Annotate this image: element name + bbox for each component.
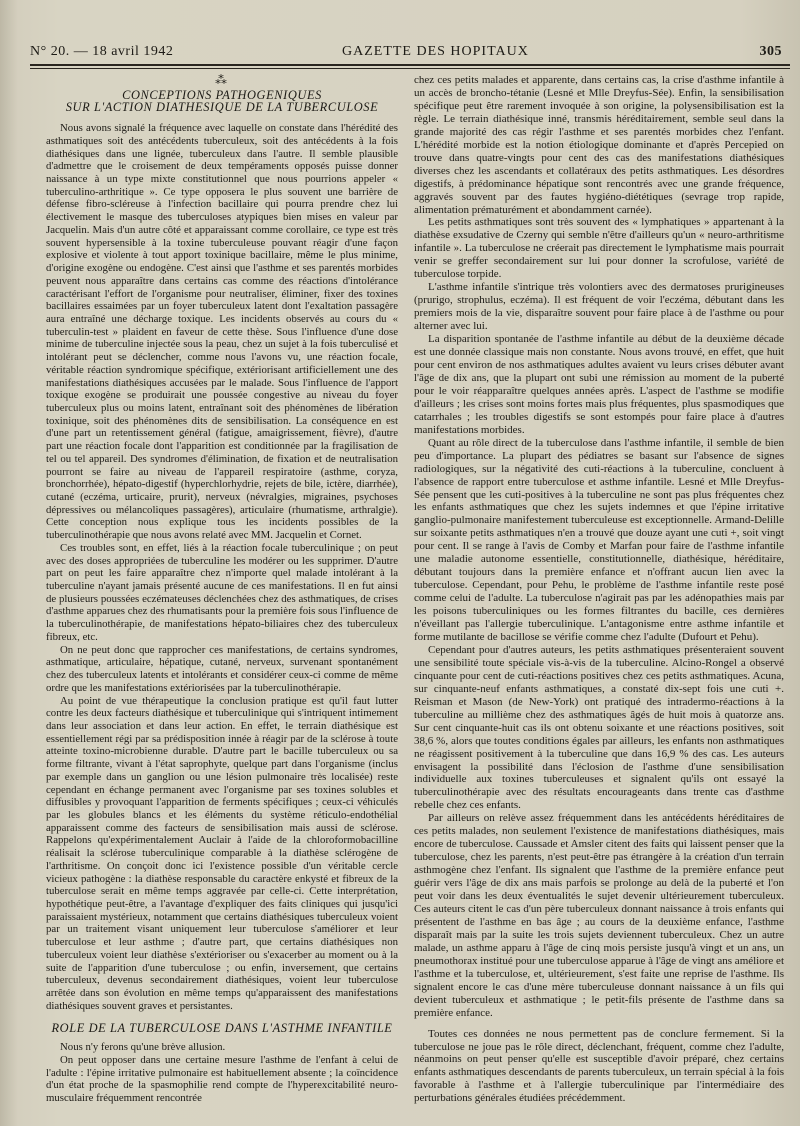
header-rule-thin [30, 68, 790, 69]
paragraph: Nous n'y ferons qu'une brève allusion. [60, 1041, 226, 1054]
asterism: ⁂ [215, 73, 229, 87]
section-subtitle-action: SUR L'ACTION DIATHESIQUE DE LA TUBERCULOSE [65, 100, 379, 115]
paragraph: Les petits asthmatiques sont très souvent des « lymphatiques » appartenant à la diathèse exsudative de Czerny qui semble n'être d'ailleurs qu'un « neuro-arthritisme infantile ». La tuberculose ne créerait pas directement le lymphatisme mais pourrait venir se greffer secondairement sur lui pour donner la scrofulose, variété de tuberculose torpide. [414, 216, 784, 281]
section-title-conceptions: CONCEPTIONS PATHOGENIQUES [122, 87, 322, 102]
paragraph: Ces troubles sont, en effet, liés à la réaction focale tuberculinique ; on peut avec des doses appropriées de tuberculine les modérer ou les supprimer. D'autre part on peut les faire apparaître chez n'importe quel malade intolérant à la tuberculine n'ayant jamais présenté aucune de ces manifestations. Il en fut ainsi de plusieurs poussées eczémateuses déclenchées chez des asthmatiques, de crises d'asthme apparues chez des rhumatisants pour la première fois sous l'influence de la tuberculinothérapie, de manifestations hépato-biliaires chez des tuberculeux fibreux, etc. [46, 541, 398, 643]
paragraph: Quant au rôle direct de la tuberculose dans l'asthme infantile, il semble de bien peu d'importance. La plupart des pédiatres se basant sur l'absence de signes radiologiques, sur la négativité des cuti-réactions à la tuberculine, concluent à l'absence de rapport entre tuberculose et asthme infantile. Lesné et Mlle Dreyfus-Sée pensent que les cuti-positives à la tuberculine ne sont pas plus fréquentes chez les enfants asthmatiques que chez les sujets indemnes et que l'épine irritative ganglio-pulmonaire manifestement tuberculeuse est exceptionnelle. Armand-Delille sur soixante petits asthmatiques n'en a trouvé que douze ayant une cuti +, soit vingt pour cent. Il se range à l'avis de Comby et Marfan pour faire de l'asthme infantile une maladie autonome essentielle, constitutionnelle, diathésique, héréditaire, débutant toujours dans la première enfance et n'offrant aucun lien avec la tuberculose. Cependant, pour Pehu, le problème de l'asthme infantile reste posé comme celui de l'adulte. La tuberculose n'agirait pas par les adénopathies mais par les poisons tuberculiniques ou les formes filtrantes du bacille, ces dernières n'éveillant pas l'allergie tuberculinique. L'antagonisme entre asthme infantile et forme mutilante de bacillose se vérifie comme chez l'adulte (Dufourt et Pehu). [414, 436, 784, 643]
paragraph: La disparition spontanée de l'asthme infantile au début de la deuxième décade est une donnée classique mais non constante. Nous avons trouvé, en effet, que huit pour cent environ de nos asthmatiques adultes avaient vu leurs crises débuter avant l'âge de dix ans, que la plupart ont subi une rémission au moment de la puberté pour le voir réapparaître quelques années après. L'aspect de l'asthme se modifie d'ailleurs ; les crises sont moins fortes mais plus fréquentes, plus spasmodiques que catarrhales ; les troubles digestifs se sont estompés pour faire place à d'autres manifestations morbides. [414, 333, 784, 436]
paragraph: Cependant pour d'autres auteurs, les petits asthmatiques présenteraient souvent une sensibilité toute spéciale vis-à-vis de la tuberculine. Alcino-Rongel a observé cinquante pour cent de cuti-réactions positives chez ces petits asthmatiques. Acuna, sur cinquante-neuf enfants asthmatiques, a constaté dix-sept fois une cuti +. Reisman et Mason (de New-York) ont pratiqué des intradermo-réactions à la tuberculine au millième chez des asthmatiques âgés de huit mois à quatorze ans. Sur cent cinquante-huit cas ils ont obtenu soixante et une réactions positives, soit 38,6 %, alors que toutes conditions égales par ailleurs, les enfants non asthmatiques ne réagissent positivement à la tuberculine que dans 16,9 % des cas. Les auteurs envisagent la possibilité dans l'éclosion de l'asthme d'une sensibilisation individuelle aux toxines tuberculeuses et signalent qu'ils ont essayé la tuberculinothérapie avec des résultats encourageants dans trente cas d'asthme rebelle chez ces enfants. [414, 643, 784, 812]
paragraph: Nous avons signalé la fréquence avec laquelle on constate dans l'hérédité des asthmatiques soit des antécédents tuberculeux, soit des antécédents à la fois diathésiques dans une lignée, tuberculeux dans l'autre. Il semble plausible d'admettre que le croisement de deux tempéraments opposés puisse donner naissance à un type mixte constitutionnel que nous pourrions appeler « tuberculino-arthritique ». Ce type opposera le plus souvent une barrière de défense fibro-scléreuse à l'infection bacillaire qui pourra prendre chez lui électivement le masque des tuberculoses atypiques bien mises en valeur par Jacquelin. Mais d'un autre côté et apparaissant comme corollaire, ce type est très souvent hypersensible à la toxine tuberculeuse pouvant réagir d'une façon explosive et violente à tout apport toxinique bacillaire, même le plus minime, d'origine exogène ou endogène. C'est ainsi que l'asthme et ses parentés morbides peuvent nous apparaître dans certains cas comme des réactions d'intolérance caractérisant l'effort de l'organisme pour neutraliser, éliminer, fixer des toxines bacillaires essaimées par un foyer tuberculeux latent dont l'exaltation passagère aura entraîné une décharge toxique. Les incidents observés au cours du « tuberculin-test » plaident en faveur de cette thèse. Sous l'influence d'une dose minime de tuberculine injectée sous la peau, chez un sujet à la fois tuberculisé et intolérant peut se déclencher, comme nous l'avons vu, une réaction focale, véritable réaction syndromique spécifique, extériorisant artificiellement une des manifestations diathésiques accusées par le malade. Sous l'influence de l'apport toxique exogène se produirait une poussée congestive au niveau du foyer tuberculeux plus ou moins latent, entraînant soit des phénomènes de libération toxinique, soit des phénomènes dits de sensibilisation. La conséquence en est d'une part un retentissement général (fatigue, amaigrissement, fièvre), d'autre part une réaction focale dont l'apparition est conditionnée par la fragilisation de tel ou tel appareil. Des syndromes d'élimination, de fixation et de neutralisation pourront se faire au niveau de l'appareil respiratoire (asthme, coryza, bronchorrhée), hépato-digestif (hyperchlorhydrie, rejets de bile, ictère, diarrhée), cutané (eczéma, urticaire, prurit), nerveux (névralgies, migraines, psychoses dépressives ou mélancoliques passagères), articulaire (rhumatisme, arthralgie). Cette conception nous explique tous les incidents possibles de la tuberculinothérapie que nous avons relaté avec MM. Jacquelin et Cornet. [46, 122, 398, 542]
page-header [30, 38, 788, 64]
page-number: 305 [759, 44, 782, 59]
right-column [414, 74, 784, 1105]
paragraph: chez ces petits malades et apparente, dans certains cas, la crise d'asthme infantile à un accès de broncho-tétanie (Lesné et Mlle Dreyfus-Sée). Enfin, la sensibilisation spécifique peut être rarement invoquée à son origine, la polysensibilisation est la règle. Le terrain diathésique inné, transmis héréditairement, semble seul dans la grande majorité des cas régir l'asthme et ses parentés morbides chez l'enfant. L'hérédité morbide est la notion étiologique dominante et d'après Percepied on trouve dans quatre-vingts pour cent des cas des manifestations diathésiques diverses chez les ascendants et collatéraux des petits asthmatiques. Les désordres digestifs, à prédominance hépatique sont rencontrés avec une grande fréquence, aggravés souvent par des fautes hygiéno-diététiques (sevrage trop rapide, alimentation prématurément et abondamment carnée). [414, 74, 784, 216]
left-column [46, 74, 398, 1105]
section-title-role: ROLE DE LA TUBERCULOSE DANS L'ASTHME INFANTILE [51, 1021, 393, 1036]
journal-title: GAZETTE DES HOPITAUX [342, 44, 529, 59]
paragraph: On ne peut donc que rapprocher ces manifestations, de certains syndromes, asthmatique, articulaire, hépatique, cutané, nerveux, survenant spontanément chez des tuberculeux latents et intolérants et considérer ceux-ci comme de même ordre que les manifestations extériorisées par la tuberculinothérapie. [46, 643, 398, 694]
paragraph: L'asthme infantile s'intrique très volontiers avec des dermatoses prurigineuses (prurigo, strophulus, eczéma). Il est fréquent de voir l'eczéma, débutant dans les premiers mois de la vie, disparaître souvent pour faire place à de l'asthme ou pour alterner avec lui. [414, 281, 784, 333]
header-rule [30, 64, 790, 66]
paragraph: Par ailleurs on relève assez fréquemment dans les antécédents héréditaires de ces petits malades, non seulement l'existence de manifestations diathésiques, mais encore de tuberculose. Caussade et Amsler citent des faits qui laissent penser que la tuberculose, chez les parents, n'est peut-être pas étrangère à la création d'un terrain asthmogène chez l'enfant. Ils signalent que l'asthme de la première enfance peut guérir vers l'âge de dix ans mais parfois se prolonge au delà de la puberté et l'on peut voir dans les deux éventualités le sujet devenir ultérieurement tuberculeux. Ces auteurs citent le cas d'un père tuberculeux donnant naissance à trois enfants qui présentent de l'asthme en bas âge ; au cours de la deuxième enfance, l'asthme disparaît mais par la suite les trois sujets deviennent tuberculeux. Chez un autre malade, un asthme apparu à l'âge de cinq mois persiste jusqu'à vingt et un ans, un pneumothorax institué pour une tuberculose apparue à l'âge de vingt ans améliore et l'asthme et la tuberculose, et, ultérieurement, s'est faite une reprise de l'asthme. Ils signalent encore le cas d'une mère tuberculeuse donnant naissance à un fils qui devient tuberculeux et asthmatique ; le petit-fils présente de l'asthme dans sa première enfance. [414, 812, 784, 1019]
paragraph: Au point de vue thérapeutique la conclusion pratique est qu'il faut lutter contre les deux facteurs diathésique et tuberculinique qui s'intriquent intimement dans leur association et dans leur action. En effet, le terrain diathésique est essentiellement régi par sa prédisposition innée à réagir par de la sclérose à toute atteinte toxino-microbienne durable. D'autre part le bacille tuberculeux ou sa forme filtrante, vivant à l'état saprophyte, quelque part dans l'organisme (inclus par exemple dans un ganglion ou une lésion pulmonaire très localisée) reste cependant en échange permanent avec l'organisme par ses toxines solubles et diffusibles y provoquant l'apparition de ferments spécifiques ; ceux-ci véhiculés par les globules blancs et les éléments du système réticulo-endothélial apparaissent comme des facteurs de sensibilisation mais aussi de sclérose. Rappelons qu'expérimentalement Auclair à l'aide de la chloroformobacilline réalisait la sclérose tuberculinique comparable à la diathèse sclérogène de l'arthritisme. On conçoit donc ici l'existence possible d'un véritable cercle vicieux pathogène : la diathèse responsable du caractère enkysté et fibreux de la tuberculose serait en même temps aggravée par celle-ci. Cette interprétation, hypothétique peut-être, a l'avantage d'expliquer des faits cliniques qui jusqu'ici paraissaient mystérieux, notamment que certains diathésiques tuberculeux voient par un traitement visant uniquement leur tuberculose s'améliorer et leur tuberculose et leur asthme ; d'autre part, que certains diathésiques non tuberculeux voient leur diathèse s'extérioriser ou s'exacerber au moment ou à la suite de l'apparition d'une tuberculose ; ou enfin, inversement, que certains tuberculeux, devenus secondairement diathésiques, voient leur tuberculose arrêtée dans son évolution en même temps qu'apparaissent des manifestations diathésiques souvent graves et persistantes. [46, 694, 398, 1012]
paragraph: Toutes ces données ne nous permettent pas de conclure fermement. Si la tuberculose ne joue pas le rôle direct, déclenchant, fréquent, comme chez l'adulte, néanmoins on peut penser qu'elle est susceptible d'avoir préparé, chez certains enfants asthmatiques descendants de parents tuberculeux, un terrain spécial à la fois favorable à l'asthme et à l'allergie tuberculinique par l'intermédiaire des perturbations générales étudiées précédemment. [414, 1027, 784, 1105]
paragraph: On peut opposer dans une certaine mesure l'asthme de l'enfant à celui de l'adulte : l'épine irritative pulmonaire est habituellement absente ; la coïncidence d'un état proche de la spasmophilie rend compte de l'hyperexcitabilité neuro-musculaire fréquemment rencontrée [46, 1053, 398, 1105]
issue-date: N° 20. — 18 avril 1942 [30, 44, 174, 59]
